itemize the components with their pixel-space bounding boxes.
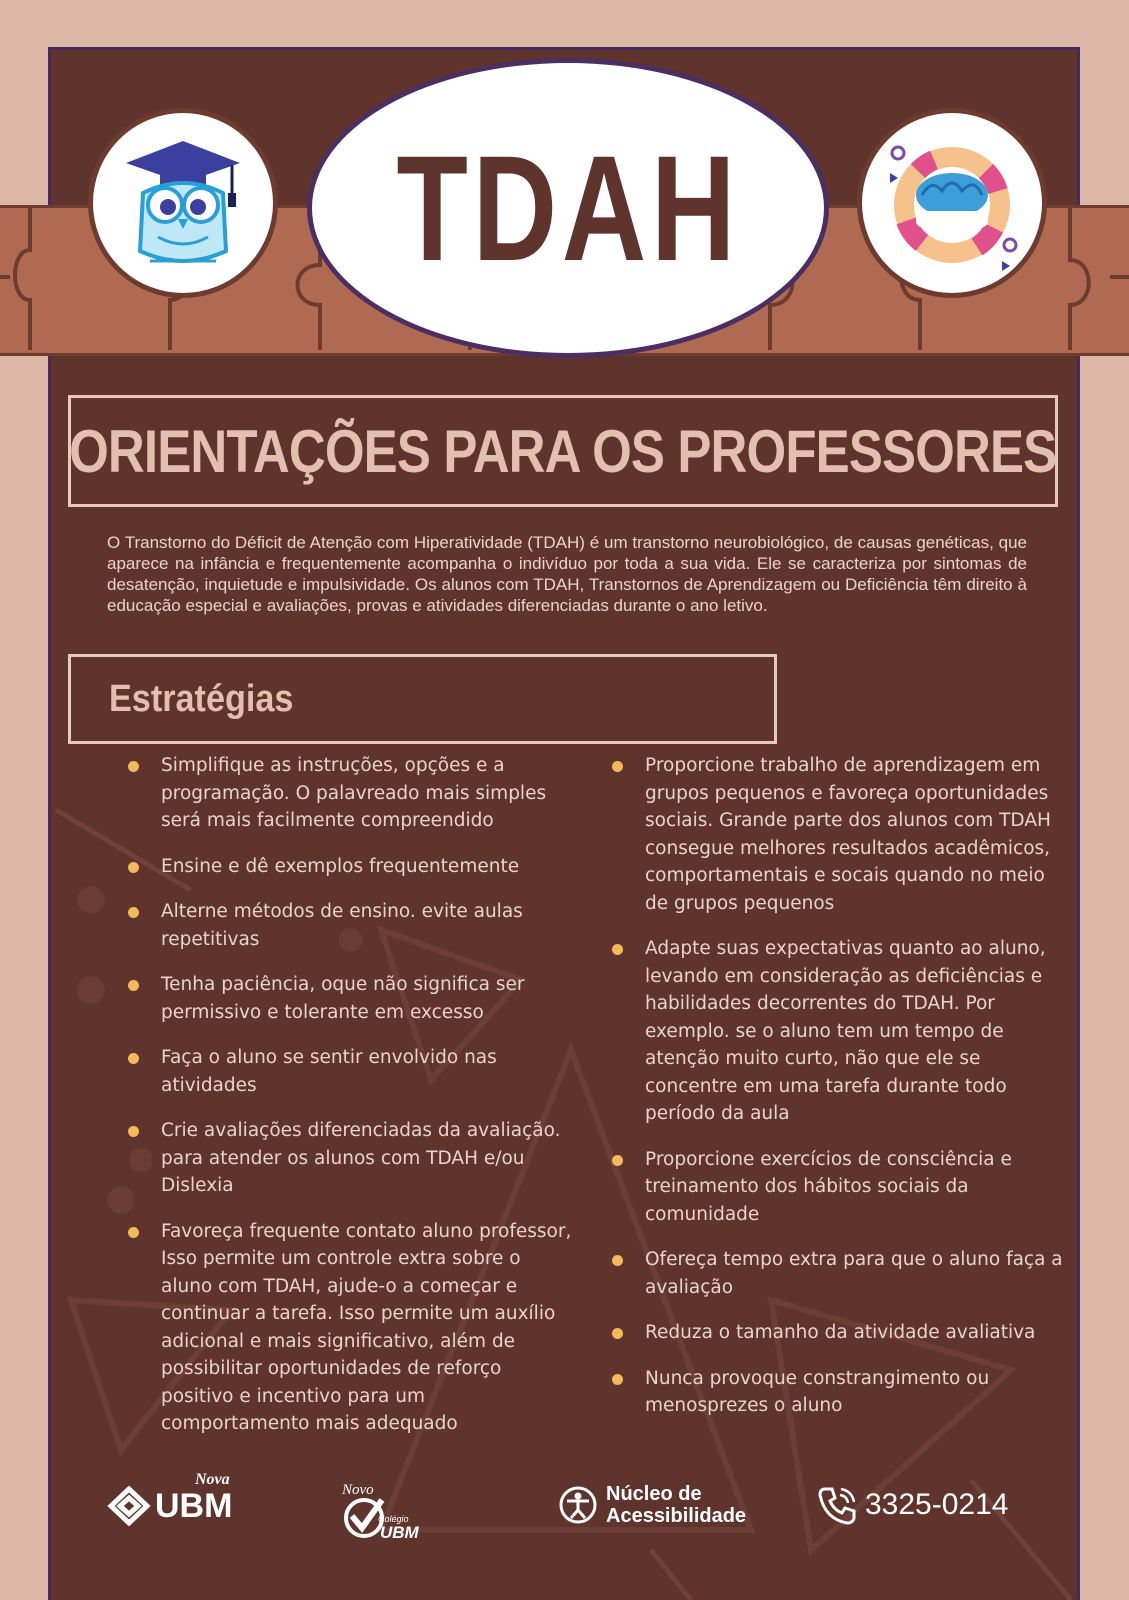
svg-text:Novo: Novo: [342, 1482, 374, 1498]
list-item: Nunca provoque constrangimento ou menosprezes o aluno: [610, 1365, 1065, 1420]
list-item: Proporcione exercícios de consciência e treinamento dos hábitos sociais da comunidade: [610, 1146, 1065, 1229]
brain-lifebuoy-icon: [882, 133, 1022, 273]
list-item: Faça o aluno se sentir envolvido nas atividades: [126, 1044, 576, 1099]
phone-contact: [817, 1485, 1008, 1525]
svg-text:UBM: UBM: [380, 1523, 419, 1540]
bullet-icon: [612, 944, 623, 955]
nova-ubm-logo: [107, 1470, 233, 1526]
nucleo-acessibilidade-logo: [558, 1483, 746, 1527]
bullet-icon: [128, 907, 139, 918]
bullet-icon: [128, 980, 139, 991]
bullet-icon: [612, 761, 623, 772]
bullet-icon: [612, 1374, 623, 1385]
brain-badge: [857, 108, 1047, 298]
nucleo-line2: Acessibilidade: [606, 1505, 747, 1527]
list-item: Crie avaliações diferenciadas da avaliação. para atender os alunos com TDAH e/ou Dislexia: [126, 1117, 576, 1200]
strategies-banner: [68, 654, 777, 744]
banner-heading: ORIENTAÇÕES PARA OS PROFESSORES: [69, 417, 1057, 485]
svg-text:Colégio: Colégio: [378, 1514, 409, 1524]
ubm-small-label: Nova: [195, 1470, 230, 1488]
strategies-heading: Estratégias: [109, 677, 294, 720]
ubm-diamond-icon: [107, 1486, 151, 1526]
list-item: Tenha paciência, oque não significa ser permissivo e tolerante em excesso: [126, 971, 576, 1026]
list-item: Alterne métodos de ensino. evite aulas repetitivas: [126, 898, 576, 953]
bullet-icon: [128, 1227, 139, 1238]
list-item: Adapte suas expectativas quanto ao aluno, levando em consideração as deficiências e habilidades decorrentes do TDAH. Por exemplo. se o aluno tem um tempo de atenção muito curto, não que ele se concentre em uma tarefa durante todo período da aula: [610, 935, 1065, 1128]
list-item: Simplifique as instruções, opções e a programação. O palavreado mais simples será mais facilmente compreendido: [126, 752, 576, 835]
list-item: Proporcione trabalho de aprendizagem em grupos pequenos e favoreça oportunidades sociais. Grande parte dos alunos com TDAH consegue melhores resultados acadêmicos, comportamentais e socais quando no meio de grupos pequenos: [610, 752, 1065, 917]
intro-paragraph: O Transtorno do Déficit de Atenção com Hiperatividade (TDAH) é um transtorno neurobiológico, de causas genéticas, que aparece na infância e frequentemente acompanha o indivíduo por toda a sua vida. Ele se caracteriza por sintomas de desatenção, inquietude e impulsividade. Os alunos com TDAH, Transtornos de Aprendizagem ou Deficiência têm direito à educação especial e avaliações, provas e atividades diferenciadas durante o ano letivo.: [107, 533, 1027, 615]
bullet-icon: [128, 1053, 139, 1064]
ubm-name: UBM: [155, 1486, 233, 1525]
bullet-icon: [612, 1328, 623, 1339]
bullet-icon: [128, 761, 139, 772]
page-title: TDAH: [396, 123, 740, 292]
bullet-icon: [612, 1155, 623, 1166]
owl-badge: [88, 108, 278, 298]
nucleo-line1: Núcleo de: [606, 1483, 702, 1505]
owl-graduate-icon: [118, 133, 248, 273]
colegio-checkmark-logo-icon: [338, 1480, 420, 1540]
accessibility-person-icon: [558, 1485, 598, 1525]
list-item: Favoreça frequente contato aluno professor, Isso permite um controle extra sobre o aluno com TDAH, ajude-o a começar e continuar a tarefa. Isso permite um auxílio adicional e mais significativo, além de possibilitar oportunidades de reforço positivo e incentivo para um comportamento mais adequado: [126, 1218, 576, 1438]
bullet-icon: [128, 862, 139, 873]
strategies-left-list: [126, 752, 576, 1456]
heading-banner: [68, 395, 1058, 507]
bullet-icon: [612, 1255, 623, 1266]
title-oval: [307, 58, 829, 358]
list-item: Ofereça tempo extra para que o aluno faça a avaliação: [610, 1246, 1065, 1301]
bullet-icon: [128, 1126, 139, 1137]
phone-number: 3325-0214: [865, 1488, 1009, 1521]
list-item: Ensine e dê exemplos frequentemente: [126, 853, 576, 881]
list-item: Reduza o tamanho da atividade avaliativa: [610, 1319, 1065, 1347]
colegio-ubm-logo: [338, 1480, 420, 1540]
strategies-right-list: [610, 752, 1065, 1438]
phone-icon: [817, 1485, 857, 1525]
